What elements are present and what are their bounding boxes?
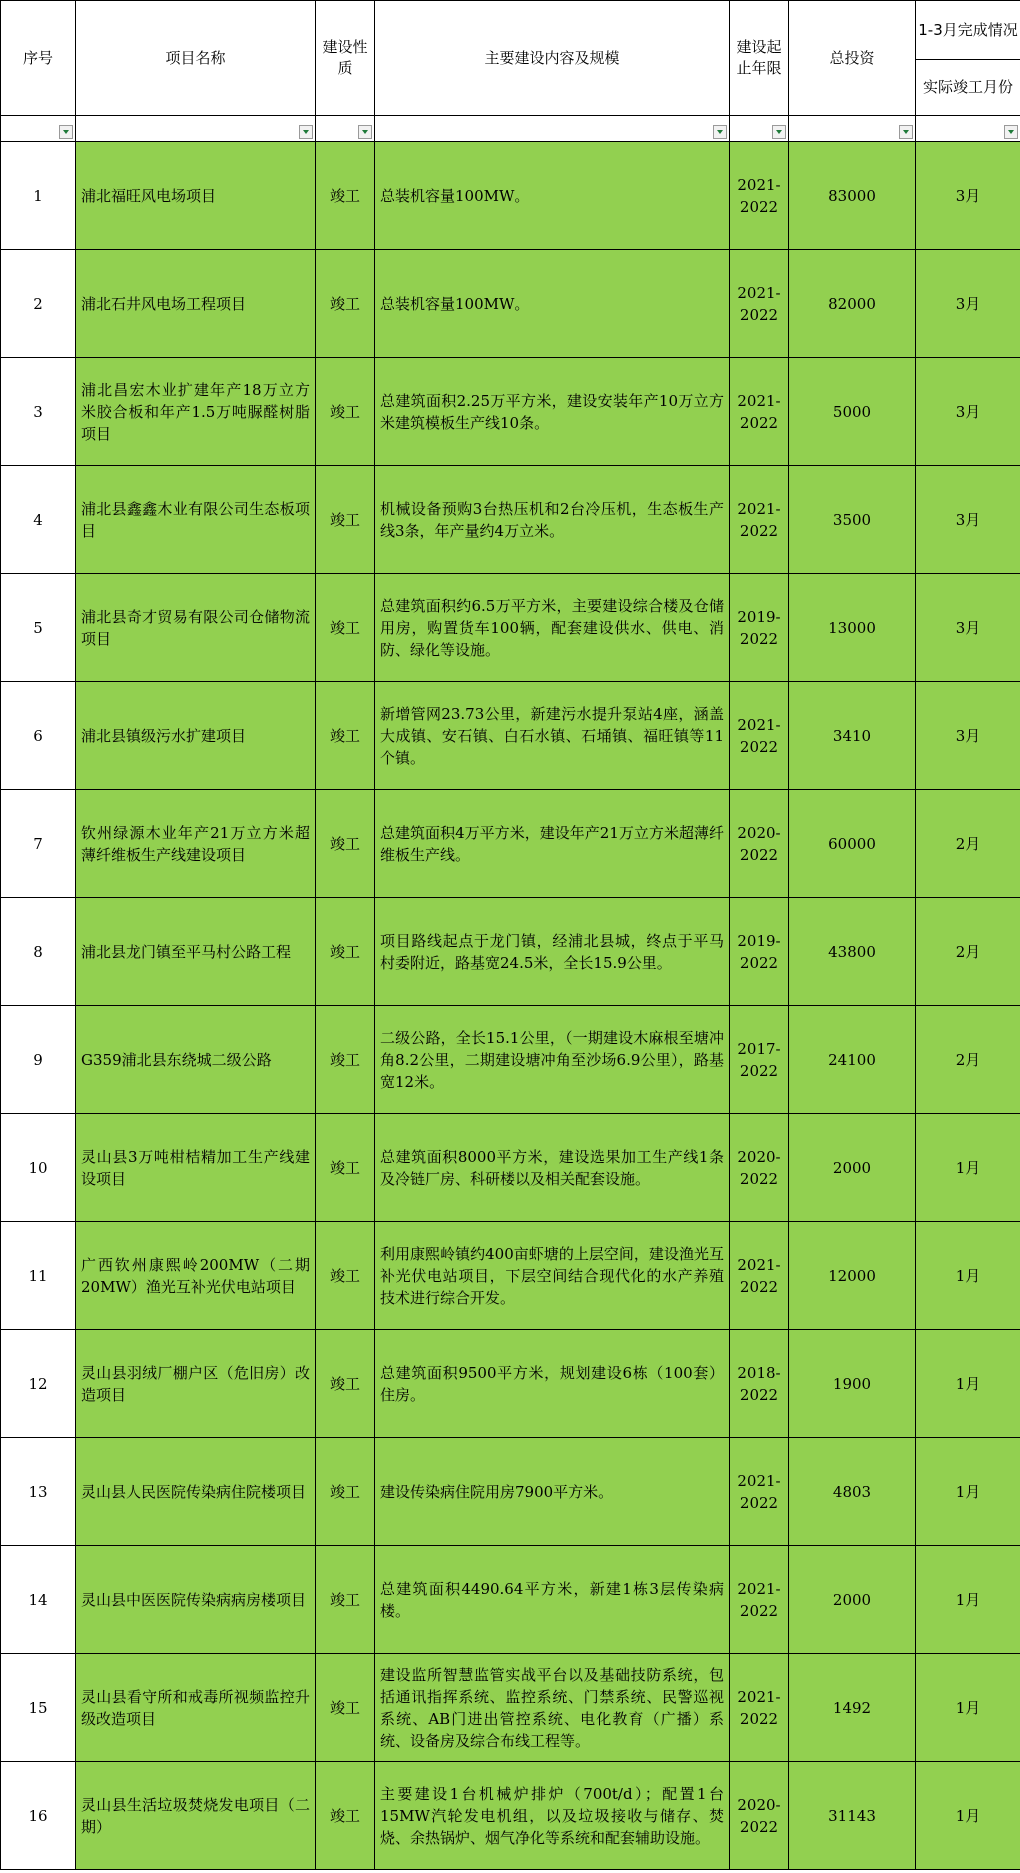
table-row: [1, 1222, 1020, 1330]
cell-period[interactable]: [730, 1654, 789, 1762]
cell-period[interactable]: [730, 1762, 789, 1870]
table-row: [1, 466, 1020, 574]
period-end: 2022: [739, 1169, 779, 1188]
cell-completion-month[interactable]: 1月: [916, 1330, 1020, 1438]
header-period: 建设起止年限: [730, 1, 789, 116]
cell-project-name[interactable]: G359浦北县东绕城二级公路: [76, 1006, 316, 1114]
cell-seq[interactable]: 7: [1, 790, 76, 898]
cell-content[interactable]: [375, 1762, 730, 1870]
cell-content[interactable]: [375, 1546, 730, 1654]
content-text: 总建筑面积4万平方米，建设年产21万立方米超薄纤维板生产线。: [380, 823, 724, 864]
period-end: 2022: [739, 1277, 779, 1296]
period-end: 2022: [739, 521, 779, 540]
content-text: 主要建设1台机械炉排炉（700t/d）；配置1台15MW汽轮发电机组，以及垃圾接收与储存、焚烧、余热锅炉、烟气净化等系统和配套辅助设施。: [380, 1784, 724, 1847]
cell-period[interactable]: [730, 466, 789, 574]
period-start: 2021-: [737, 391, 781, 410]
cell-nature[interactable]: 竣工: [316, 142, 375, 250]
cell-project-name[interactable]: 灵山县3万吨柑桔精加工生产线建设项目: [76, 1114, 316, 1222]
cell-nature[interactable]: 竣工: [316, 1654, 375, 1762]
cell-nature[interactable]: 竣工: [316, 1438, 375, 1546]
dropdown-filter-icon[interactable]: [358, 125, 372, 139]
period-end: 2022: [739, 1493, 779, 1512]
filter-row: [1, 116, 1020, 142]
cell-period[interactable]: [730, 790, 789, 898]
cell-nature[interactable]: 竣工: [316, 1222, 375, 1330]
cell-project-name[interactable]: 浦北县奇才贸易有限公司仓储物流项目: [76, 574, 316, 682]
cell-nature[interactable]: 竣工: [316, 898, 375, 1006]
dropdown-filter-icon[interactable]: [772, 125, 786, 139]
cell-project-name[interactable]: 灵山县羽绒厂棚户区（危旧房）改造项目: [76, 1330, 316, 1438]
dropdown-filter-icon[interactable]: [299, 125, 313, 139]
cell-seq[interactable]: 1: [1, 142, 76, 250]
cell-seq[interactable]: 12: [1, 1330, 76, 1438]
cell-investment[interactable]: 3500: [789, 466, 916, 574]
period-start: 2018-: [737, 1363, 781, 1382]
cell-period[interactable]: [730, 250, 789, 358]
cell-investment[interactable]: 31143: [789, 1762, 916, 1870]
period-start: 2019-: [737, 607, 781, 626]
table-row: [1, 250, 1020, 358]
table-row: [1, 1654, 1020, 1762]
period-end: 2022: [739, 305, 779, 324]
cell-period[interactable]: [730, 1438, 789, 1546]
dropdown-filter-icon[interactable]: [1004, 125, 1018, 139]
cell-investment[interactable]: 43800: [789, 898, 916, 1006]
content-text: 总建筑面积2.25万平方米，建设安装年产10万立方米建筑模板生产线10条。: [380, 391, 724, 432]
cell-investment[interactable]: 4803: [789, 1438, 916, 1546]
cell-seq[interactable]: 3: [1, 358, 76, 466]
cell-content[interactable]: [375, 466, 730, 574]
cell-nature[interactable]: 竣工: [316, 466, 375, 574]
cell-period[interactable]: [730, 358, 789, 466]
table-row: [1, 1114, 1020, 1222]
table-row: [1, 1006, 1020, 1114]
period-start: 2021-: [737, 499, 781, 518]
cell-project-name[interactable]: 灵山县中医医院传染病病房楼项目: [76, 1546, 316, 1654]
cell-project-name[interactable]: 浦北县鑫鑫木业有限公司生态板项目: [76, 466, 316, 574]
cell-seq[interactable]: 6: [1, 682, 76, 790]
cell-completion-month[interactable]: 3月: [916, 466, 1020, 574]
period-start: 2020-: [737, 1795, 781, 1814]
cell-project-name[interactable]: 浦北福旺风电场项目: [76, 142, 316, 250]
cell-seq[interactable]: 9: [1, 1006, 76, 1114]
cell-investment[interactable]: 1900: [789, 1330, 916, 1438]
period-end: 2022: [739, 1817, 779, 1836]
cell-period[interactable]: [730, 142, 789, 250]
table-row: [1, 142, 1020, 250]
content-text: 建设监所智慧监管实战平台以及基础技防系统，包括通讯指挥系统、监控系统、门禁系统、民警巡视系统、AB门进出管控系统、电化教育（广播）系统、设备房及综合布线工程等。: [380, 1665, 724, 1750]
cell-period[interactable]: [730, 1222, 789, 1330]
period-start: 2017-: [737, 1039, 781, 1058]
period-start: 2021-: [737, 715, 781, 734]
cell-investment[interactable]: 83000: [789, 142, 916, 250]
period-end: 2022: [739, 737, 779, 756]
cell-nature[interactable]: 竣工: [316, 790, 375, 898]
table-row: [1, 898, 1020, 1006]
cell-nature[interactable]: 竣工: [316, 1330, 375, 1438]
content-text: 建设传染病住院用房7900平方米。: [380, 1482, 614, 1501]
dropdown-filter-icon[interactable]: [899, 125, 913, 139]
cell-project-name[interactable]: 浦北石井风电场工程项目: [76, 250, 316, 358]
period-end: 2022: [739, 1385, 779, 1404]
cell-completion-month[interactable]: 3月: [916, 358, 1020, 466]
cell-nature[interactable]: 竣工: [316, 250, 375, 358]
cell-investment[interactable]: 2000: [789, 1546, 916, 1654]
content-text: 总建筑面积8000平方米，建设选果加工生产线1条及冷链厂房、科研楼以及相关配套设施。: [380, 1147, 724, 1188]
period-start: 2020-: [737, 823, 781, 842]
cell-project-name[interactable]: 灵山县看守所和戒毒所视频监控升级改造项目: [76, 1654, 316, 1762]
cell-seq[interactable]: 13: [1, 1438, 76, 1546]
cell-investment[interactable]: 12000: [789, 1222, 916, 1330]
table-row: [1, 1438, 1020, 1546]
header-seq: 序号: [1, 1, 76, 116]
period-end: 2022: [739, 197, 779, 216]
cell-content[interactable]: [375, 250, 730, 358]
cell-content[interactable]: [375, 1654, 730, 1762]
cell-content[interactable]: [375, 1114, 730, 1222]
table-row: [1, 1330, 1020, 1438]
table-row: [1, 682, 1020, 790]
period-end: 2022: [739, 1601, 779, 1620]
cell-completion-month[interactable]: 2月: [916, 898, 1020, 1006]
period-end: 2022: [739, 845, 779, 864]
cell-completion-month[interactable]: 2月: [916, 1006, 1020, 1114]
period-start: 2021-: [737, 1579, 781, 1598]
table-row: [1, 1546, 1020, 1654]
cell-nature[interactable]: 竣工: [316, 1114, 375, 1222]
period-start: 2021-: [737, 175, 781, 194]
header-investment: 总投资: [789, 1, 916, 116]
period-start: 2021-: [737, 283, 781, 302]
cell-project-name[interactable]: 灵山县人民医院传染病住院楼项目: [76, 1438, 316, 1546]
cell-completion-month[interactable]: 1月: [916, 1546, 1020, 1654]
cell-nature[interactable]: 竣工: [316, 574, 375, 682]
cell-nature[interactable]: 竣工: [316, 1762, 375, 1870]
cell-seq[interactable]: 16: [1, 1762, 76, 1870]
cell-completion-month[interactable]: 3月: [916, 142, 1020, 250]
cell-seq[interactable]: 15: [1, 1654, 76, 1762]
content-text: 机械设备预购3台热压机和2台冷压机，生态板生产线3条，年产量约4万立米。: [380, 499, 724, 540]
cell-nature[interactable]: 竣工: [316, 682, 375, 790]
content-text: 二级公路，全长15.1公里，（一期建设木麻根至塘冲角8.2公里，二期建设塘冲角至沙场6.9公里），路基宽12米。: [380, 1028, 724, 1091]
content-text: 总建筑面积4490.64平方米，新建1栋3层传染病楼。: [380, 1579, 724, 1620]
cell-content[interactable]: [375, 574, 730, 682]
period-start: 2021-: [737, 1471, 781, 1490]
cell-period[interactable]: [730, 1330, 789, 1438]
table-row: [1, 1762, 1020, 1870]
cell-seq[interactable]: 2: [1, 250, 76, 358]
cell-completion-month[interactable]: 3月: [916, 682, 1020, 790]
content-text: 新增管网23.73公里，新建污水提升泵站4座，涵盖大成镇、安石镇、白石水镇、石埇镇、福旺镇等11个镇。: [380, 704, 724, 767]
cell-content[interactable]: [375, 790, 730, 898]
table-row: [1, 574, 1020, 682]
cell-seq[interactable]: 4: [1, 466, 76, 574]
cell-content[interactable]: [375, 898, 730, 1006]
period-start: 2020-: [737, 1147, 781, 1166]
cell-period[interactable]: [730, 1006, 789, 1114]
cell-investment[interactable]: 82000: [789, 250, 916, 358]
cell-content[interactable]: [375, 1438, 730, 1546]
cell-period[interactable]: [730, 898, 789, 1006]
cell-content[interactable]: [375, 142, 730, 250]
cell-period[interactable]: [730, 1546, 789, 1654]
cell-project-name[interactable]: 浦北县龙门镇至平马村公路工程: [76, 898, 316, 1006]
cell-completion-month[interactable]: 3月: [916, 574, 1020, 682]
content-text: 总建筑面积9500平方米，规划建设6栋（100套）住房。: [380, 1363, 724, 1404]
period-start: 2019-: [737, 931, 781, 950]
period-start: 2021-: [737, 1687, 781, 1706]
cell-project-name[interactable]: 广西钦州康熙岭200MW（二期20MW）渔光互补光伏电站项目: [76, 1222, 316, 1330]
cell-project-name[interactable]: 浦北县镇级污水扩建项目: [76, 682, 316, 790]
cell-period[interactable]: [730, 682, 789, 790]
dropdown-filter-icon[interactable]: [713, 125, 727, 139]
header-content: 主要建设内容及规模: [375, 1, 730, 116]
content-text: 总建筑面积约6.5万平方米，主要建设综合楼及仓储用房，购置货车100辆，配套建设供水、供电、消防、绿化等设施。: [380, 596, 724, 659]
cell-completion-month[interactable]: 1月: [916, 1222, 1020, 1330]
header-project-name: 项目名称: [76, 1, 316, 116]
cell-seq[interactable]: 14: [1, 1546, 76, 1654]
cell-period[interactable]: [730, 574, 789, 682]
cell-project-name[interactable]: 灵山县生活垃圾焚烧发电项目（二期）: [76, 1762, 316, 1870]
table-row: [1, 358, 1020, 466]
cell-seq[interactable]: 8: [1, 898, 76, 1006]
period-end: 2022: [739, 1709, 779, 1728]
cell-completion-month[interactable]: 1月: [916, 1438, 1020, 1546]
cell-project-name[interactable]: 浦北昌宏木业扩建年产18万立方米胶合板和年产1.5万吨脲醛树脂项目: [76, 358, 316, 466]
cell-seq[interactable]: 10: [1, 1114, 76, 1222]
content-text: 项目路线起点于龙门镇，经浦北县城，终点于平马村委附近，路基宽24.5米，全长15.9公里。: [380, 931, 724, 972]
cell-completion-month[interactable]: 2月: [916, 790, 1020, 898]
cell-investment[interactable]: 24100: [789, 1006, 916, 1114]
header-completion-group: 1-3月完成情况: [916, 1, 1020, 60]
dropdown-filter-icon[interactable]: [59, 125, 73, 139]
cell-completion-month[interactable]: 3月: [916, 250, 1020, 358]
cell-content[interactable]: [375, 682, 730, 790]
content-text: 总装机容量100MW。: [380, 186, 530, 205]
content-text: 总装机容量100MW。: [380, 294, 530, 313]
header-nature: 建设性质: [316, 1, 375, 116]
cell-period[interactable]: [730, 1114, 789, 1222]
table-row: [1, 790, 1020, 898]
header-completion-month: 实际竣工月份: [916, 60, 1020, 116]
cell-project-name[interactable]: 钦州绿源木业年产21万立方米超薄纤维板生产线建设项目: [76, 790, 316, 898]
cell-investment[interactable]: 13000: [789, 574, 916, 682]
cell-content[interactable]: [375, 1006, 730, 1114]
period-start: 2021-: [737, 1255, 781, 1274]
cell-nature[interactable]: 竣工: [316, 358, 375, 466]
cell-nature[interactable]: 竣工: [316, 1006, 375, 1114]
cell-content[interactable]: [375, 1222, 730, 1330]
content-text: 利用康熙岭镇约400亩虾塘的上层空间，建设渔光互补光伏电站项目，下层空间结合现代化的水产养殖技术进行综合开发。: [380, 1244, 724, 1307]
cell-seq[interactable]: 11: [1, 1222, 76, 1330]
period-end: 2022: [739, 413, 779, 432]
cell-investment[interactable]: 3410: [789, 682, 916, 790]
cell-content[interactable]: [375, 358, 730, 466]
cell-completion-month[interactable]: 1月: [916, 1654, 1020, 1762]
cell-investment[interactable]: 1492: [789, 1654, 916, 1762]
cell-investment[interactable]: 5000: [789, 358, 916, 466]
cell-investment[interactable]: 60000: [789, 790, 916, 898]
period-end: 2022: [739, 953, 779, 972]
cell-seq[interactable]: 5: [1, 574, 76, 682]
cell-completion-month[interactable]: 1月: [916, 1762, 1020, 1870]
cell-investment[interactable]: 2000: [789, 1114, 916, 1222]
table-body: [1, 142, 1020, 1870]
cell-completion-month[interactable]: 1月: [916, 1114, 1020, 1222]
cell-nature[interactable]: 竣工: [316, 1546, 375, 1654]
period-end: 2022: [739, 629, 779, 648]
cell-content[interactable]: [375, 1330, 730, 1438]
period-end: 2022: [739, 1061, 779, 1080]
